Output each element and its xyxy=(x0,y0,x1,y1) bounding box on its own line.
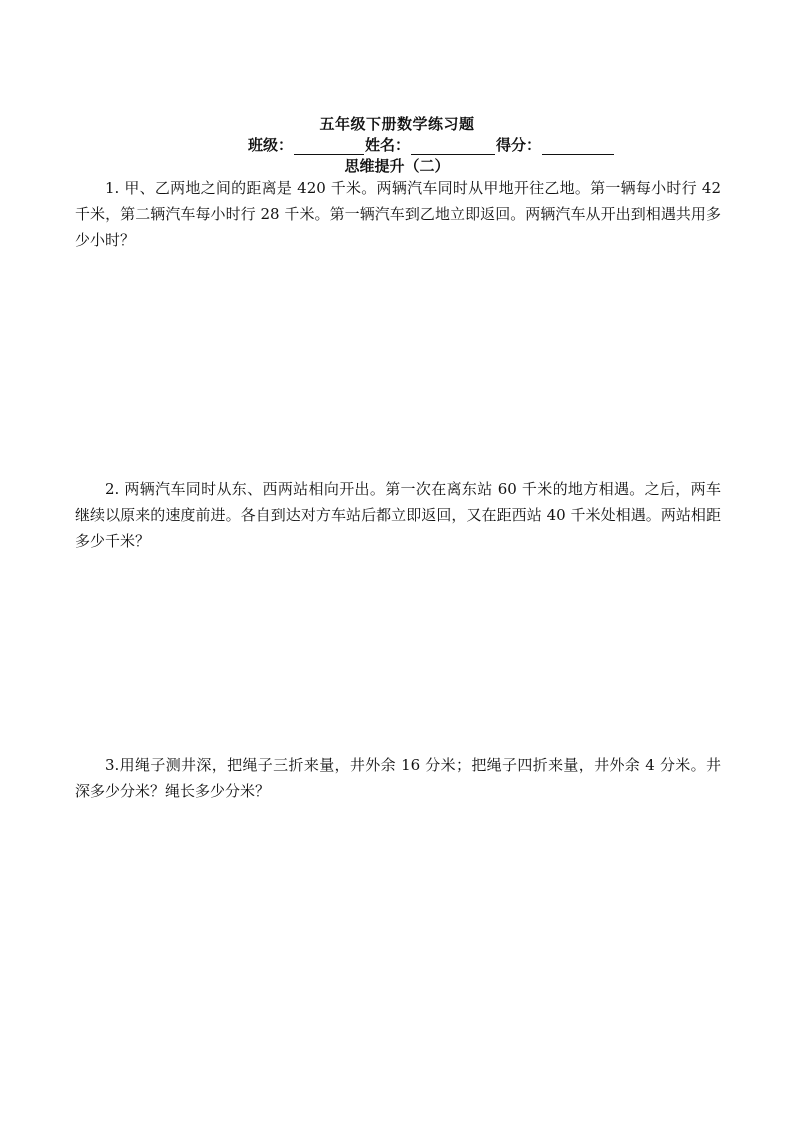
score-blank[interactable] xyxy=(542,140,614,155)
question-3: 3.用绳子测井深，把绳子三折来量，井外余 16 分米；把绳子四折来量，井外余 4 分米。井深多少分米？绳长多少分米？ xyxy=(75,756,721,800)
class-blank[interactable] xyxy=(294,140,364,155)
question-2: 2. 两辆汽车同时从东、西两站相向开出。第一次在离东站 60 千米的地方相遇。之后，两车继续以原来的速度前进。各自到达对方车站后都立即返回，又在距西站 40 千米处相遇。两站相距多少千米？ xyxy=(75,480,721,550)
worksheet-subtitle: 思维提升（二） xyxy=(344,157,450,175)
student-info-line xyxy=(248,134,615,155)
class-label: 班级： xyxy=(248,136,294,154)
worksheet-title: 五年级下册数学练习题 xyxy=(319,115,475,133)
name-label: 姓名： xyxy=(365,136,411,154)
name-blank[interactable] xyxy=(411,140,495,155)
score-label: 得分： xyxy=(496,136,542,154)
question-1: 1. 甲、乙两地之间的距离是 420 千米。两辆汽车同时从甲地开往乙地。第一辆每小时行 42 千米，第二辆汽车每小时行 28 千米。第一辆汽车到乙地立即返回。两辆汽车从开出到相遇共用多少小时？ xyxy=(75,179,721,249)
